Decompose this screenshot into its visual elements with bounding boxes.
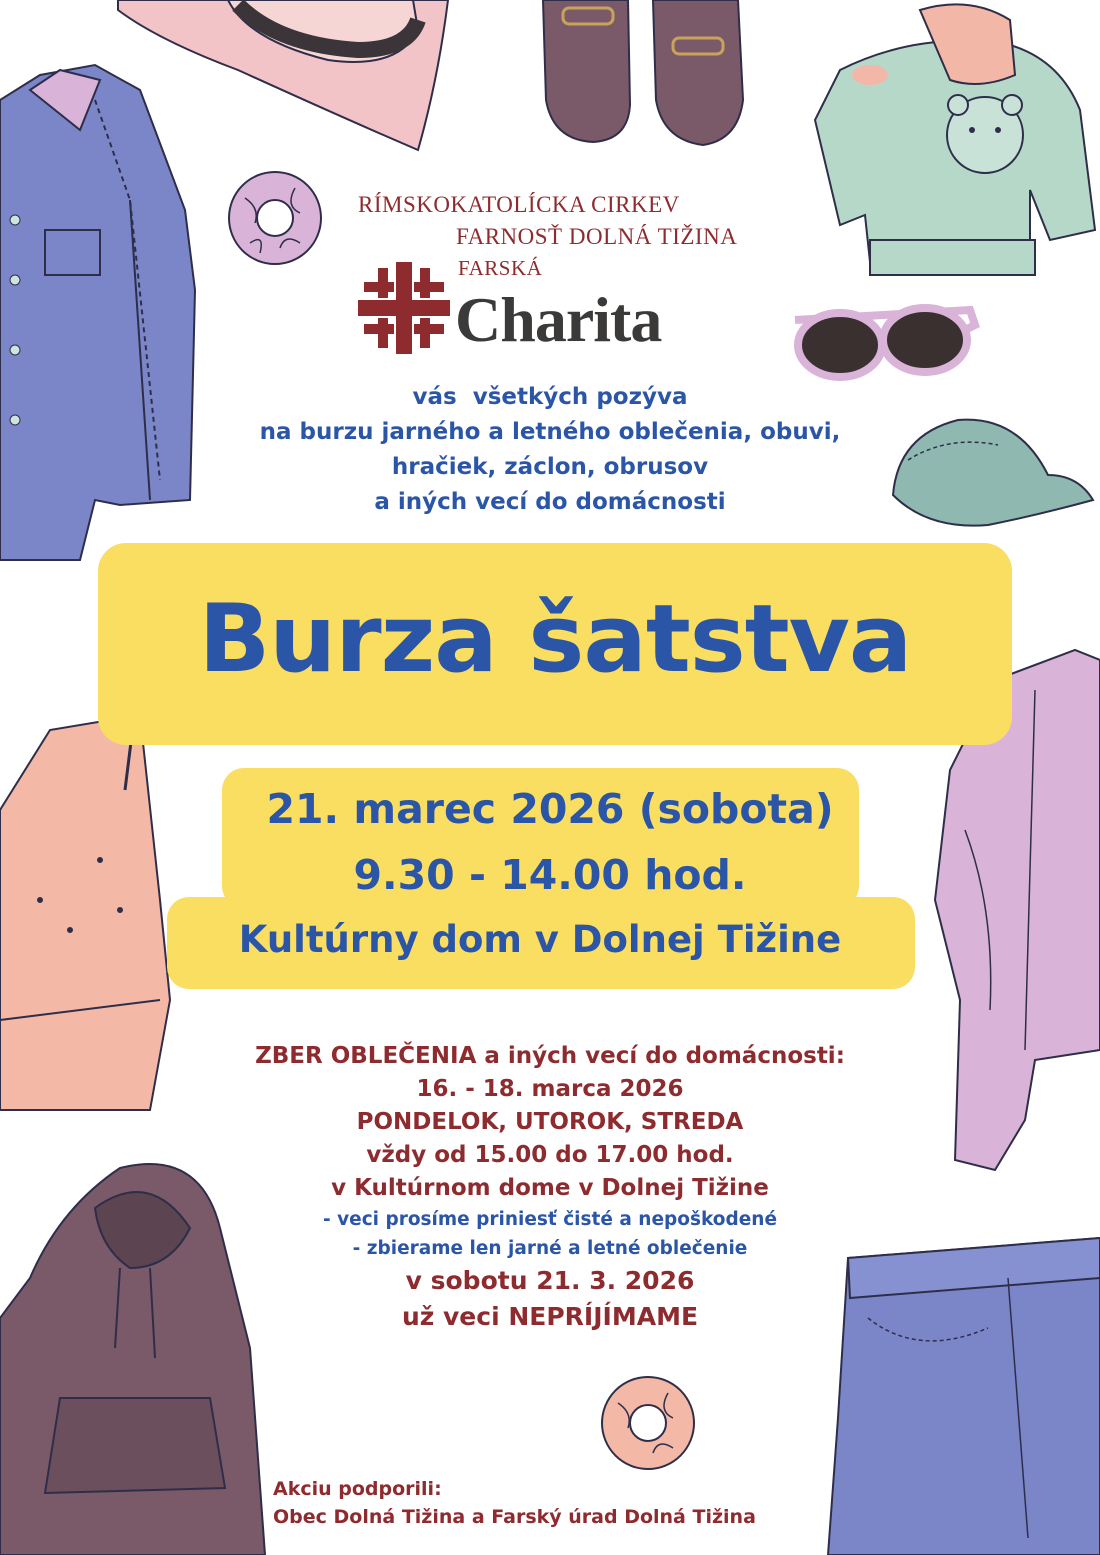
collection-info — [150, 1040, 950, 1335]
collection-hours: vždy od 15.00 do 17.00 hod. — [366, 1142, 734, 1168]
organizer-line-1: RÍMSKOKATOLÍCKA CIRKEV — [358, 192, 680, 217]
event-place: Kultúrny dom v Dolnej Tižine — [238, 918, 842, 961]
sun-hat-illustration — [118, 0, 448, 160]
collection-warning-2 — [150, 1299, 950, 1335]
collection-dates: 16. - 18. marca 2026 — [416, 1076, 684, 1102]
event-title: Burza šatstva — [198, 585, 912, 694]
collection-warning-1: v sobotu 21. 3. 2026 — [405, 1266, 695, 1295]
collection-days: PONDELOK, UTOROK, STREDA — [356, 1109, 744, 1135]
charita-cross-icon — [358, 262, 450, 354]
event-date: 21. marec 2026 (sobota) — [266, 785, 834, 833]
collection-place: v Kultúrnom dome v Dolnej Tižine — [331, 1175, 769, 1201]
invitation-text — [150, 380, 950, 520]
organizer-line-3: FARSKÁ — [458, 256, 543, 280]
loafers-illustration — [538, 0, 753, 150]
collection-warning-2-bold: NEPRÍJÍMAME — [508, 1302, 699, 1331]
event-time: 9.30 - 14.00 hod. — [353, 851, 747, 899]
invitation-line-1: vás všetkých pozýva — [412, 384, 688, 410]
lilac-scrunchie-illustration — [225, 168, 325, 268]
invitation-line-2: na burzu jarného a letného oblečenia, obuvi, — [259, 419, 841, 445]
support-label: Akciu podporili: — [273, 1478, 442, 1500]
organizer-line-2: FARNOSŤ DOLNÁ TIŽINA — [456, 224, 738, 249]
charita-logo-word: Charita — [455, 284, 662, 355]
collection-note-1: - veci prosíme priniesť čisté a nepoškodené — [322, 1209, 777, 1230]
collection-warning-2-prefix: už veci — [401, 1302, 509, 1331]
collection-heading-bold: ZBER OBLEČENIA — [255, 1043, 477, 1069]
support-names: Obec Dolná Tižina a Farský úrad Dolná Tižina — [273, 1506, 756, 1528]
collection-heading — [150, 1040, 950, 1073]
support-block — [273, 1475, 756, 1531]
mint-hoodie-illustration — [810, 0, 1100, 305]
peach-top-illustration — [0, 700, 170, 1120]
invitation-line-3: hračiek, záclon, obrusov — [391, 454, 709, 480]
collection-note-2: - zbierame len jarné a letné oblečenie — [352, 1238, 748, 1259]
invitation-line-4: a iných vecí do domácnosti — [374, 489, 726, 515]
peach-scrunchie-illustration — [598, 1373, 698, 1473]
collection-heading-rest: a iných vecí do domácnosti: — [476, 1043, 845, 1069]
sunglasses-illustration — [790, 300, 980, 390]
